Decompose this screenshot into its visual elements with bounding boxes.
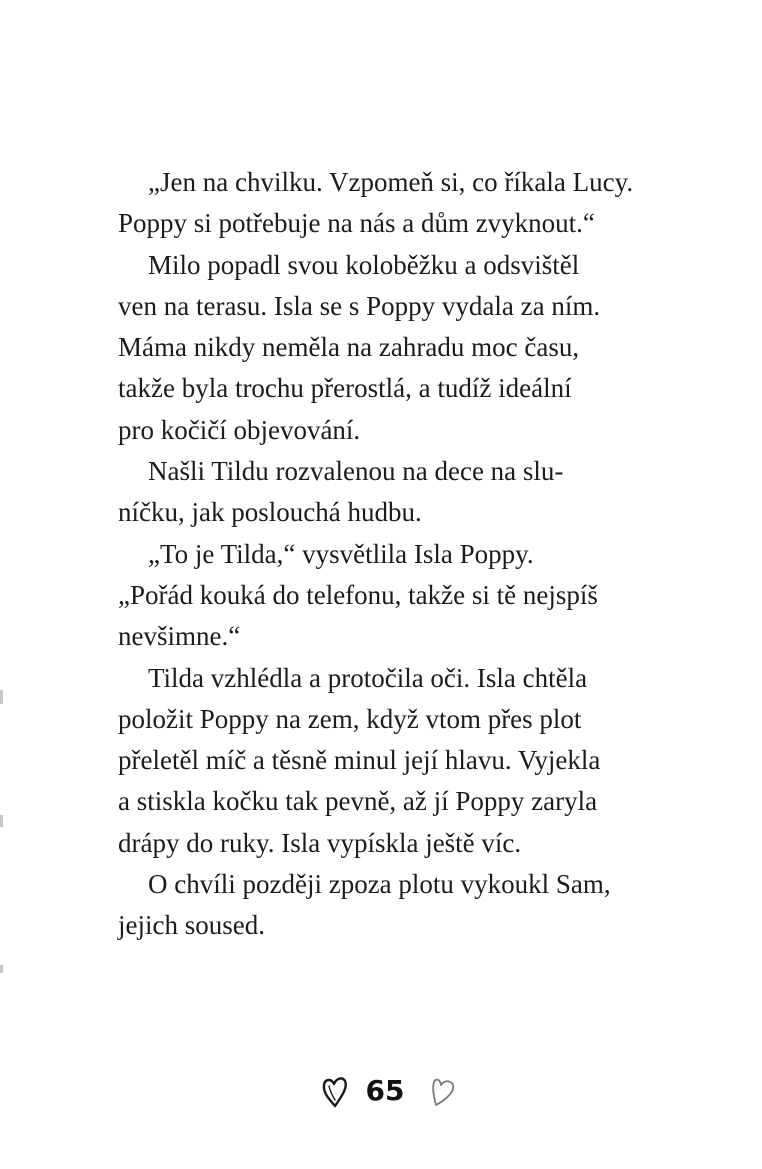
- page-edge-mark: [0, 690, 3, 704]
- text-line: nevšimne.“: [118, 621, 241, 652]
- text-line: Našli Tildu rozvalenou na dece na slu-: [148, 456, 564, 487]
- text-line: Tilda vzhlédla a protočila oči. Isla chtěla: [148, 662, 588, 693]
- page-edge-mark: [0, 965, 3, 973]
- text-line: Poppy si potřebuje na nás a dům zvyknout.“: [118, 208, 595, 239]
- text-line: „To je Tilda,“ vysvětlila Isla Poppy.: [148, 538, 534, 569]
- text-line: ven na terasu. Isla se s Poppy vydala za ním.: [118, 290, 601, 321]
- heart-outline-icon: [428, 1074, 458, 1110]
- text-line: „Pořád kouká do telefonu, takže si tě nejspíš: [118, 579, 598, 610]
- text-line: přeletěl míč a těsně minul její hlavu. Vyjekla: [118, 745, 601, 776]
- text-line: položit Poppy na zem, když vtom přes plot: [118, 703, 582, 734]
- text-line: drápy do ruky. Isla vypískla ještě víc.: [118, 827, 522, 858]
- text-line: takže byla trochu přerostlá, a tudíž ideální: [118, 373, 572, 404]
- text-line: a stiskla kočku tak pevně, až jí Poppy zaryla: [118, 786, 598, 817]
- page-body: [118, 162, 658, 947]
- text-line: jejich soused.: [118, 910, 265, 941]
- text-line: Milo popadl svou koloběžku a odsvištěl: [148, 249, 580, 280]
- page-edge-mark: [0, 815, 3, 827]
- text-line: Máma nikdy neměla na zahradu moc času,: [118, 332, 580, 363]
- page-footer: [0, 1068, 762, 1116]
- page-number: 65: [365, 1074, 405, 1107]
- heart-outline-icon: [320, 1074, 350, 1110]
- text-line: pro kočičí objevování.: [118, 414, 361, 445]
- text-line: O chvíli později zpoza plotu vykoukl Sam,: [148, 869, 611, 900]
- text-line: níčku, jak poslouchá hudbu.: [118, 497, 422, 528]
- text-line: „Jen na chvilku. Vzpomeň si, co říkala Lucy.: [148, 167, 634, 197]
